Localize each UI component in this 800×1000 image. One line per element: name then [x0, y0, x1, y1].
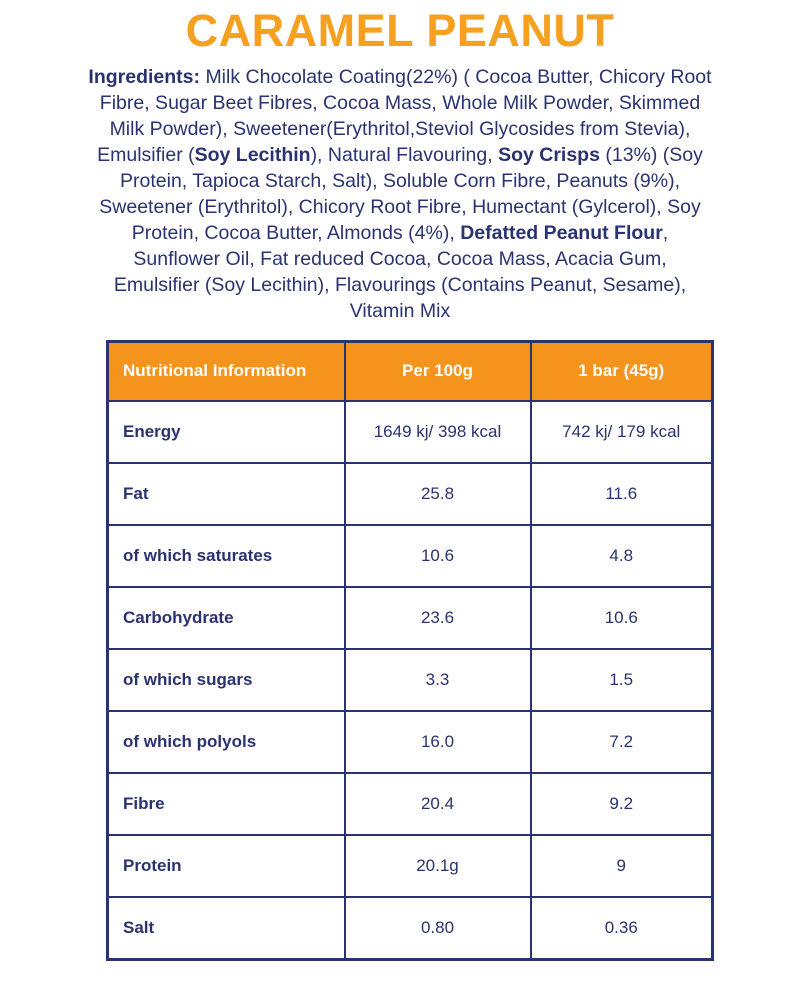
per-100g-value: 20.1g [345, 835, 531, 897]
nutrition-table-body [108, 401, 713, 959]
table-row [108, 897, 713, 959]
per-100g-value: 23.6 [345, 587, 531, 649]
nutrient-label: Fat [108, 463, 345, 525]
header-per-bar: 1 bar (45g) [531, 341, 713, 401]
per-100g-value: 3.3 [345, 649, 531, 711]
per-bar-value: 0.36 [531, 897, 713, 959]
per-bar-value: 9 [531, 835, 713, 897]
nutrient-label: Carbohydrate [108, 587, 345, 649]
ingredients-text [88, 64, 712, 324]
per-100g-value: 1649 kj/ 398 kcal [345, 401, 531, 463]
ingredients-bold-segment: Soy Crisps [498, 143, 600, 166]
per-bar-value: 7.2 [531, 711, 713, 773]
ingredients-segment: Milk Chocolate Coating(22%) ( Cocoa Butter, Chicory Root Fibre, Sugar Beet Fibres, Cocoa Mass, Whole Milk Powder, Skimmed Milk Powder), Sweetener(Erythritol,Steviol Glycosides from Stevia), Emulsifier ( [97, 65, 712, 166]
ingredients-segment: , Sunflower Oil, Fat reduced Cocoa, Cocoa Mass, Acacia Gum, Emulsifier (Soy Lecithin), Flavourings (Contains Peanut, Sesame), Vitamin Mix [113, 221, 687, 322]
nutrition-table [106, 340, 714, 961]
header-row [108, 341, 713, 401]
per-bar-value: 11.6 [531, 463, 713, 525]
per-bar-value: 10.6 [531, 587, 713, 649]
nutrient-label: of which saturates [108, 525, 345, 587]
nutrition-table-head [108, 341, 713, 401]
table-row [108, 773, 713, 835]
nutrient-label: Fibre [108, 773, 345, 835]
per-100g-value: 0.80 [345, 897, 531, 959]
per-100g-value: 10.6 [345, 525, 531, 587]
table-row [108, 711, 713, 773]
nutrient-label: Protein [108, 835, 345, 897]
header-per-100g: Per 100g [345, 341, 531, 401]
per-bar-value: 742 kj/ 179 kcal [531, 401, 713, 463]
product-title: CARAMEL PEANUT [185, 5, 615, 56]
nutrient-label: Salt [108, 897, 345, 959]
per-100g-value: 20.4 [345, 773, 531, 835]
per-100g-value: 16.0 [345, 711, 531, 773]
table-row [108, 525, 713, 587]
nutrient-label: of which polyols [108, 711, 345, 773]
per-bar-value: 4.8 [531, 525, 713, 587]
ingredients-bold-segment: Defatted Peanut Flour [460, 221, 663, 244]
ingredients-bold-segment: Soy Lecithin [194, 143, 311, 166]
table-row [108, 401, 713, 463]
per-bar-value: 9.2 [531, 773, 713, 835]
ingredients-bold-segment: Ingredients: [88, 65, 206, 88]
ingredients-segment: ), Natural Flavouring, [310, 143, 499, 166]
header-nutritional-information: Nutritional Information [108, 341, 345, 401]
table-row [108, 587, 713, 649]
table-row [108, 649, 713, 711]
table-row [108, 835, 713, 897]
ingredients-segment: (13%) (Soy Protein, Tapioca Starch, Salt), Soluble Corn Fibre, Peanuts (9%), Sweetener (Erythritol), Chicory Root Fibre, Humectant (Gylcerol), Soy Protein, Cocoa Butter, Almonds (4%), [99, 143, 703, 244]
nutrient-label: of which sugars [108, 649, 345, 711]
per-bar-value: 1.5 [531, 649, 713, 711]
per-100g-value: 25.8 [345, 463, 531, 525]
nutrient-label: Energy [108, 401, 345, 463]
table-row [108, 463, 713, 525]
